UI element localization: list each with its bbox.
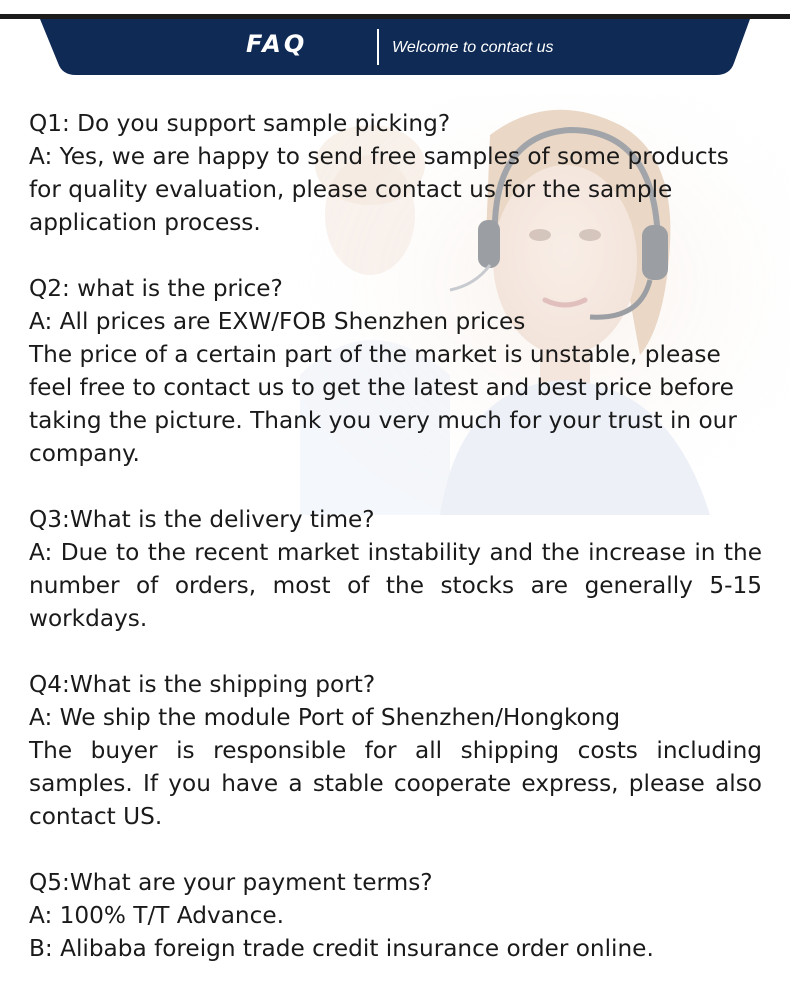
faq-item-5 — [29, 866, 762, 965]
answer-2b: The price of a certain part of the market is unstable, please feel free to contact us to get the latest and best price before taking the picture. Thank you very much for your trust in our company. — [29, 341, 737, 467]
faq-item-3 — [29, 503, 762, 635]
faq-banner — [40, 19, 750, 75]
question-4: Q4:What is the shipping port? — [29, 671, 376, 698]
answer-3a: A: Due to the recent market instability and the increase in the number of orders, most of the stocks are generally 5-15 workdays. — [29, 539, 762, 632]
faq-item-2 — [29, 272, 762, 470]
answer-1a: A: Yes, we are happy to send free samples of some products for quality evaluation, please contact us for the sample application process. — [29, 143, 729, 236]
answer-2a: A: All prices are EXW/FOB Shenzhen prices — [29, 308, 526, 335]
question-5: Q5:What are your payment terms? — [29, 869, 433, 896]
faq-item-4 — [29, 668, 762, 833]
page-title: FAQ — [246, 30, 308, 58]
answer-4b: The buyer is responsible for all shipping costs including samples. If you have a stable cooperate express, please also contact US. — [29, 737, 762, 830]
welcome-subtitle: Welcome to contact us — [392, 39, 554, 56]
question-1: Q1: Do you support sample picking? — [29, 110, 451, 137]
answer-5a: A: 100% T/T Advance. — [29, 902, 284, 929]
banner-divider — [377, 29, 379, 65]
answer-5b: B: Alibaba foreign trade credit insurance order online. — [29, 935, 654, 962]
question-2: Q2: what is the price? — [29, 275, 283, 302]
faq-list — [29, 107, 762, 998]
answer-4a: A: We ship the module Port of Shenzhen/Hongkong — [29, 704, 621, 731]
question-3: Q3:What is the delivery time? — [29, 506, 375, 533]
faq-item-1 — [29, 107, 762, 239]
